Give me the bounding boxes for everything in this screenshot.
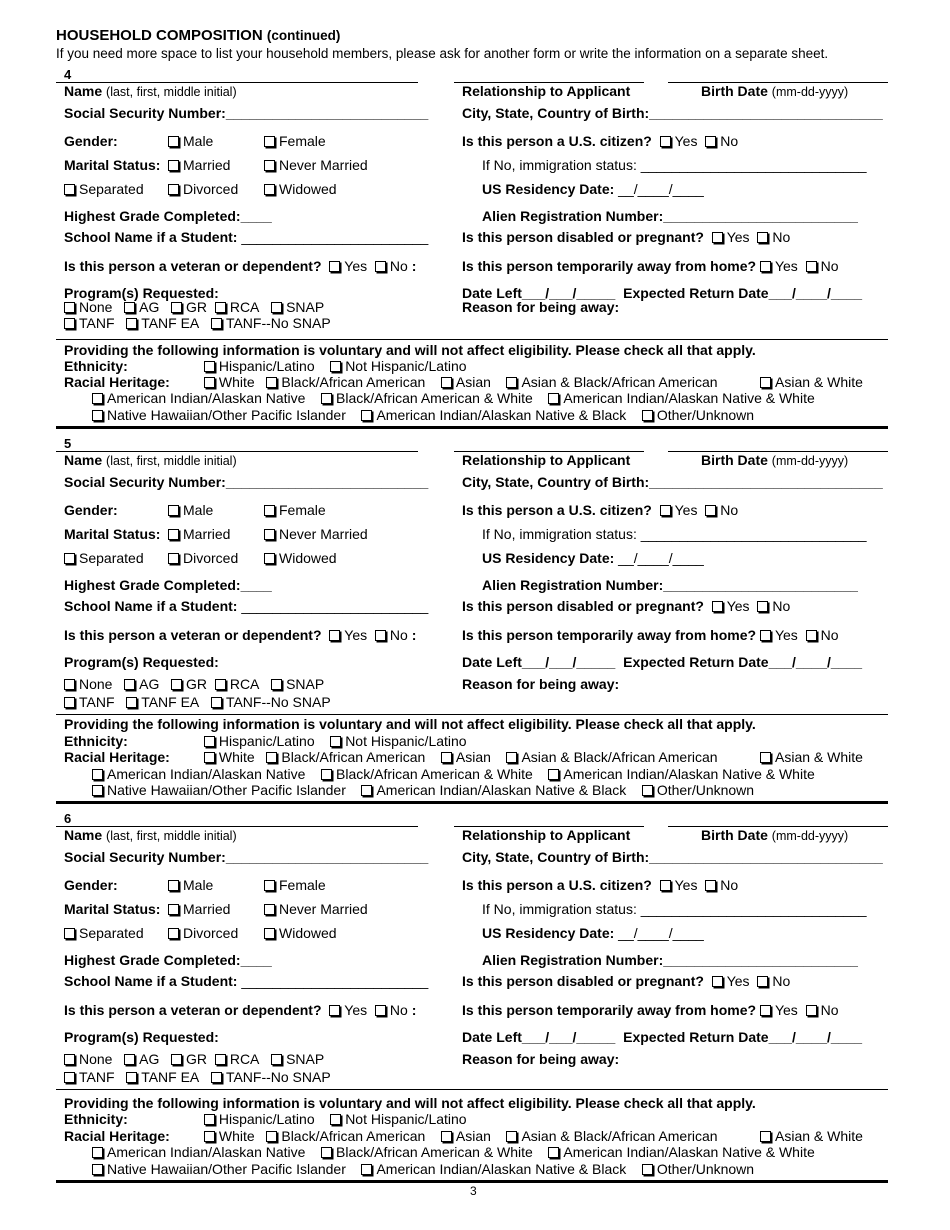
- programs-label: Program(s) Requested:: [64, 1029, 219, 1045]
- section-divider: [56, 801, 888, 804]
- gender-label: Gender:: [64, 877, 118, 893]
- immigration-status-field[interactable]: If No, immigration status: _____________________________: [482, 901, 867, 917]
- birth-date-field[interactable]: Birth Date (mm-dd-yyyy): [701, 827, 849, 843]
- marital-separated-checkbox[interactable]: Separated: [64, 550, 144, 566]
- voluntary-notice: Providing the following information is voluntary and will not affect eligibility. Please check all that apply.: [64, 342, 756, 358]
- veteran-no-checkbox[interactable]: No: [375, 627, 408, 643]
- program-none-checkbox[interactable]: None: [64, 1051, 112, 1067]
- marital-widowed-checkbox[interactable]: Widowed: [264, 181, 337, 197]
- relationship-field[interactable]: Relationship to Applicant: [462, 83, 631, 99]
- away-yes-checkbox[interactable]: Yes: [760, 1002, 798, 1018]
- citizen-no-checkbox[interactable]: No: [705, 877, 738, 893]
- ssn-field[interactable]: Social Security Number:__________________________: [64, 474, 429, 490]
- program-gr-checkbox[interactable]: GR: [171, 1051, 207, 1067]
- gender-male-checkbox[interactable]: Male: [168, 133, 213, 149]
- voluntary-notice: Providing the following information is voluntary and will not affect eligibility. Please check all that apply.: [64, 1095, 756, 1111]
- race-aian-checkbox[interactable]: American Indian/Alaskan Native: [92, 390, 305, 406]
- disabled-question: Is this person disabled or pregnant? Yes No: [462, 973, 791, 989]
- expected-return-field[interactable]: Expected Return Date___/____/____: [623, 1029, 863, 1045]
- race-nhpi-checkbox[interactable]: Native Hawaiian/Other Pacific Islander: [92, 782, 346, 798]
- city-of-birth-field[interactable]: City, State, Country of Birth:______________________________: [462, 849, 883, 865]
- marital-never-married-checkbox[interactable]: Never Married: [264, 157, 368, 173]
- us-residency-date-field[interactable]: US Residency Date: __/____/____: [482, 550, 704, 566]
- highest-grade-field[interactable]: Highest Grade Completed:____: [64, 208, 272, 224]
- disabled-no-checkbox[interactable]: No: [757, 229, 790, 245]
- programs-row-1: [64, 1051, 324, 1067]
- race-asian-checkbox[interactable]: Asian: [441, 1128, 491, 1144]
- programs-row-1: [64, 676, 324, 692]
- race-aian-black-checkbox[interactable]: American Indian/Alaskan Native & Black: [361, 1161, 626, 1177]
- race-white-checkbox[interactable]: White: [204, 1128, 255, 1144]
- voluntary-notice: Providing the following information is voluntary and will not affect eligibility. Please check all that apply.: [64, 716, 756, 732]
- ethnicity-hispanic-checkbox[interactable]: Hispanic/Latino: [204, 358, 315, 374]
- marital-widowed-checkbox[interactable]: Widowed: [264, 550, 337, 566]
- programs-label: Program(s) Requested:: [64, 654, 219, 670]
- citizen-yes-checkbox[interactable]: Yes: [660, 502, 698, 518]
- veteran-yes-checkbox[interactable]: Yes: [329, 1002, 367, 1018]
- citizen-question: Is this person a U.S. citizen? Yes No: [462, 133, 739, 149]
- gender-female-checkbox[interactable]: Female: [264, 877, 326, 893]
- away-question: Is this person temporarily away from home? Yes No: [462, 627, 839, 643]
- program-none-checkbox[interactable]: None: [64, 676, 112, 692]
- us-residency-date-field[interactable]: US Residency Date: __/____/____: [482, 925, 704, 941]
- citizen-question: Is this person a U.S. citizen? Yes No: [462, 502, 739, 518]
- ethnicity-not-hispanic-checkbox[interactable]: Not Hispanic/Latino: [330, 358, 466, 374]
- program-snap-checkbox[interactable]: SNAP: [271, 299, 324, 315]
- race-asian-black-checkbox[interactable]: Asian & Black/African American: [506, 1128, 717, 1144]
- veteran-yes-checkbox[interactable]: Yes: [329, 258, 367, 274]
- name-field[interactable]: Name (last, first, middle initial): [64, 827, 237, 843]
- race-aian-black-checkbox[interactable]: American Indian/Alaskan Native & Black: [361, 407, 626, 423]
- ethnicity-row: Ethnicity: Hispanic/Latino Not Hispanic/Latino: [64, 733, 467, 749]
- alien-registration-field[interactable]: Alien Registration Number:_________________________: [482, 952, 858, 968]
- race-asian-white-checkbox[interactable]: Asian & White: [760, 1128, 863, 1144]
- race-asian-checkbox[interactable]: Asian: [441, 749, 491, 765]
- racial-heritage-row-2: [92, 766, 815, 782]
- veteran-yes-checkbox[interactable]: Yes: [329, 627, 367, 643]
- marital-separated-checkbox[interactable]: Separated: [64, 181, 144, 197]
- program-tanf-ea-checkbox[interactable]: TANF EA: [126, 1069, 199, 1085]
- program-rca-checkbox[interactable]: RCA: [215, 1051, 260, 1067]
- school-name-field[interactable]: School Name if a Student: ________________________: [64, 598, 429, 614]
- marital-status-label: Marital Status:: [64, 157, 161, 173]
- veteran-question: Is this person a veteran or dependent? Yes No :: [64, 258, 417, 274]
- ssn-field[interactable]: Social Security Number:__________________________: [64, 849, 429, 865]
- program-rca-checkbox[interactable]: RCA: [215, 676, 260, 692]
- ethnicity-row: Ethnicity: Hispanic/Latino Not Hispanic/Latino: [64, 1111, 467, 1127]
- away-yes-checkbox[interactable]: Yes: [760, 627, 798, 643]
- racial-heritage-row-3: [92, 782, 754, 798]
- away-no-checkbox[interactable]: No: [806, 627, 839, 643]
- program-tanf-checkbox[interactable]: TANF: [64, 1069, 115, 1085]
- citizen-no-checkbox[interactable]: No: [705, 133, 738, 149]
- program-tanf-ea-checkbox[interactable]: TANF EA: [126, 694, 199, 710]
- race-other-checkbox[interactable]: Other/Unknown: [642, 782, 754, 798]
- race-white-checkbox[interactable]: White: [204, 749, 255, 765]
- birth-date-field[interactable]: Birth Date (mm-dd-yyyy): [701, 83, 849, 99]
- section-divider: [56, 1180, 888, 1183]
- divider: [56, 339, 888, 340]
- race-asian-checkbox[interactable]: Asian: [441, 374, 491, 390]
- disabled-yes-checkbox[interactable]: Yes: [712, 598, 750, 614]
- ethnicity-not-hispanic-checkbox[interactable]: Not Hispanic/Latino: [330, 733, 466, 749]
- immigration-status-field[interactable]: If No, immigration status: _____________________________: [482, 157, 867, 173]
- page-number: 3: [470, 1184, 477, 1198]
- race-asian-black-checkbox[interactable]: Asian & Black/African American: [506, 374, 717, 390]
- name-field[interactable]: Name (last, first, middle initial): [64, 83, 237, 99]
- program-tanf-checkbox[interactable]: TANF: [64, 315, 115, 331]
- race-black-checkbox[interactable]: Black/African American: [266, 1128, 425, 1144]
- us-residency-date-field[interactable]: US Residency Date: __/____/____: [482, 181, 704, 197]
- program-none-checkbox[interactable]: None: [64, 299, 112, 315]
- program-tanf-ea-checkbox[interactable]: TANF EA: [126, 315, 199, 331]
- race-black-checkbox[interactable]: Black/African American: [266, 374, 425, 390]
- away-no-checkbox[interactable]: No: [806, 1002, 839, 1018]
- race-aian-black-checkbox[interactable]: American Indian/Alaskan Native & Black: [361, 782, 626, 798]
- alien-registration-field[interactable]: Alien Registration Number:_________________________: [482, 208, 858, 224]
- member-number: 6: [64, 811, 72, 826]
- veteran-question: Is this person a veteran or dependent? Yes No :: [64, 627, 417, 643]
- race-other-checkbox[interactable]: Other/Unknown: [642, 1161, 754, 1177]
- relationship-field[interactable]: Relationship to Applicant: [462, 827, 631, 843]
- program-ag-checkbox[interactable]: AG: [124, 676, 159, 692]
- racial-heritage-row-3: [92, 1161, 754, 1177]
- race-asian-white-checkbox[interactable]: Asian & White: [760, 374, 863, 390]
- marital-status-label: Marital Status:: [64, 901, 161, 917]
- racial-heritage-row: Racial Heritage: White Black/African American Asian Asian & Black/African American: [64, 374, 718, 390]
- marital-married-checkbox[interactable]: Married: [168, 901, 230, 917]
- program-ag-checkbox[interactable]: AG: [124, 1051, 159, 1067]
- citizen-yes-checkbox[interactable]: Yes: [660, 877, 698, 893]
- relationship-field[interactable]: Relationship to Applicant: [462, 452, 631, 468]
- gender-label: Gender:: [64, 502, 118, 518]
- race-nhpi-checkbox[interactable]: Native Hawaiian/Other Pacific Islander: [92, 1161, 346, 1177]
- race-white-checkbox[interactable]: White: [204, 374, 255, 390]
- race-black-checkbox[interactable]: Black/African American: [266, 749, 425, 765]
- veteran-no-checkbox[interactable]: No: [375, 258, 408, 274]
- city-of-birth-field[interactable]: City, State, Country of Birth:______________________________: [462, 474, 883, 490]
- race-black-white-checkbox[interactable]: Black/African American & White: [321, 766, 533, 782]
- disabled-no-checkbox[interactable]: No: [757, 973, 790, 989]
- programs-row-2: [64, 694, 331, 710]
- program-tanf-no-snap-checkbox[interactable]: TANF--No SNAP: [211, 694, 331, 710]
- marital-separated-checkbox[interactable]: Separated: [64, 925, 144, 941]
- reason-away-field[interactable]: Reason for being away:: [462, 676, 620, 692]
- gender-label: Gender:: [64, 133, 118, 149]
- program-rca-checkbox[interactable]: RCA: [215, 299, 260, 315]
- race-aian-white-checkbox[interactable]: American Indian/Alaskan Native & White: [548, 1144, 814, 1160]
- programs-label: Program(s) Requested:: [64, 285, 219, 301]
- date-left-field[interactable]: Date Left___/___/_____ Expected Return Date___/____/____: [462, 285, 863, 301]
- program-ag-checkbox[interactable]: AG: [124, 299, 159, 315]
- divider: [56, 714, 888, 715]
- gender-female-checkbox[interactable]: Female: [264, 133, 326, 149]
- section-divider: [56, 426, 888, 429]
- race-black-white-checkbox[interactable]: Black/African American & White: [321, 390, 533, 406]
- expected-return-field[interactable]: Expected Return Date___/____/____: [623, 285, 863, 301]
- gender-male-checkbox[interactable]: Male: [168, 877, 213, 893]
- ethnicity-hispanic-checkbox[interactable]: Hispanic/Latino: [204, 733, 315, 749]
- ethnicity-row: Ethnicity: Hispanic/Latino Not Hispanic/Latino: [64, 358, 467, 374]
- divider: [56, 1089, 888, 1090]
- marital-never-married-checkbox[interactable]: Never Married: [264, 526, 368, 542]
- name-field[interactable]: Name (last, first, middle initial): [64, 452, 237, 468]
- citizen-question: Is this person a U.S. citizen? Yes No: [462, 877, 739, 893]
- marital-married-checkbox[interactable]: Married: [168, 157, 230, 173]
- school-name-field[interactable]: School Name if a Student: ________________________: [64, 229, 429, 245]
- program-gr-checkbox[interactable]: GR: [171, 676, 207, 692]
- veteran-question: Is this person a veteran or dependent? Yes No :: [64, 1002, 417, 1018]
- member-number: 4: [64, 67, 72, 82]
- race-other-checkbox[interactable]: Other/Unknown: [642, 407, 754, 423]
- racial-heritage-row-3: [92, 407, 754, 423]
- racial-heritage-row-2: [92, 1144, 815, 1160]
- programs-row-2: [64, 1069, 331, 1085]
- city-of-birth-field[interactable]: City, State, Country of Birth:______________________________: [462, 105, 883, 121]
- marital-status-label: Marital Status:: [64, 526, 161, 542]
- program-snap-checkbox[interactable]: SNAP: [271, 1051, 324, 1067]
- programs-row-2: [64, 315, 331, 331]
- race-nhpi-checkbox[interactable]: Native Hawaiian/Other Pacific Islander: [92, 407, 346, 423]
- alien-registration-field[interactable]: Alien Registration Number:_________________________: [482, 577, 858, 593]
- reason-away-field[interactable]: Reason for being away:: [462, 1051, 620, 1067]
- highest-grade-field[interactable]: Highest Grade Completed:____: [64, 952, 272, 968]
- ethnicity-hispanic-checkbox[interactable]: Hispanic/Latino: [204, 1111, 315, 1127]
- away-question: Is this person temporarily away from home? Yes No: [462, 258, 839, 274]
- program-tanf-no-snap-checkbox[interactable]: TANF--No SNAP: [211, 1069, 331, 1085]
- racial-heritage-row: Racial Heritage: White Black/African American Asian Asian & Black/African American: [64, 749, 718, 765]
- race-aian-white-checkbox[interactable]: American Indian/Alaskan Native & White: [548, 766, 814, 782]
- disabled-yes-checkbox[interactable]: Yes: [712, 973, 750, 989]
- marital-widowed-checkbox[interactable]: Widowed: [264, 925, 337, 941]
- race-asian-white-checkbox[interactable]: Asian & White: [760, 749, 863, 765]
- disabled-question: Is this person disabled or pregnant? Yes No: [462, 229, 791, 245]
- date-left-field[interactable]: Date Left___/___/_____ Expected Return Date___/____/____: [462, 654, 863, 670]
- race-black-white-checkbox[interactable]: Black/African American & White: [321, 1144, 533, 1160]
- disabled-no-checkbox[interactable]: No: [757, 598, 790, 614]
- away-yes-checkbox[interactable]: Yes: [760, 258, 798, 274]
- page-intro: If you need more space to list your household members, please ask for another form or write the information on a separate sheet.: [56, 46, 829, 61]
- program-gr-checkbox[interactable]: GR: [171, 299, 207, 315]
- marital-married-checkbox[interactable]: Married: [168, 526, 230, 542]
- disabled-yes-checkbox[interactable]: Yes: [712, 229, 750, 245]
- race-aian-checkbox[interactable]: American Indian/Alaskan Native: [92, 766, 305, 782]
- marital-divorced-checkbox[interactable]: Divorced: [168, 181, 238, 197]
- race-asian-black-checkbox[interactable]: Asian & Black/African American: [506, 749, 717, 765]
- racial-heritage-row-2: [92, 390, 815, 406]
- citizen-yes-checkbox[interactable]: Yes: [660, 133, 698, 149]
- gender-male-checkbox[interactable]: Male: [168, 502, 213, 518]
- program-tanf-checkbox[interactable]: TANF: [64, 694, 115, 710]
- page-title: HOUSEHOLD COMPOSITION (continued): [56, 27, 341, 44]
- marital-never-married-checkbox[interactable]: Never Married: [264, 901, 368, 917]
- member-number: 5: [64, 436, 72, 451]
- immigration-status-field[interactable]: If No, immigration status: _____________________________: [482, 526, 867, 542]
- veteran-no-checkbox[interactable]: No: [375, 1002, 408, 1018]
- marital-divorced-checkbox[interactable]: Divorced: [168, 550, 238, 566]
- disabled-question: Is this person disabled or pregnant? Yes No: [462, 598, 791, 614]
- citizen-no-checkbox[interactable]: No: [705, 502, 738, 518]
- race-aian-white-checkbox[interactable]: American Indian/Alaskan Native & White: [548, 390, 814, 406]
- ethnicity-not-hispanic-checkbox[interactable]: Not Hispanic/Latino: [330, 1111, 466, 1127]
- programs-row-1: [64, 299, 324, 315]
- birth-date-field[interactable]: Birth Date (mm-dd-yyyy): [701, 452, 849, 468]
- reason-away-field[interactable]: Reason for being away:: [462, 299, 620, 315]
- date-left-field[interactable]: Date Left___/___/_____ Expected Return Date___/____/____: [462, 1029, 863, 1045]
- race-aian-checkbox[interactable]: American Indian/Alaskan Native: [92, 1144, 305, 1160]
- expected-return-field[interactable]: Expected Return Date___/____/____: [623, 654, 863, 670]
- school-name-field[interactable]: School Name if a Student: ________________________: [64, 973, 429, 989]
- highest-grade-field[interactable]: Highest Grade Completed:____: [64, 577, 272, 593]
- ssn-field[interactable]: Social Security Number:__________________________: [64, 105, 429, 121]
- away-no-checkbox[interactable]: No: [806, 258, 839, 274]
- program-snap-checkbox[interactable]: SNAP: [271, 676, 324, 692]
- racial-heritage-row: Racial Heritage: White Black/African American Asian Asian & Black/African American: [64, 1128, 718, 1144]
- gender-female-checkbox[interactable]: Female: [264, 502, 326, 518]
- program-tanf-no-snap-checkbox[interactable]: TANF--No SNAP: [211, 315, 331, 331]
- marital-divorced-checkbox[interactable]: Divorced: [168, 925, 238, 941]
- away-question: Is this person temporarily away from home? Yes No: [462, 1002, 839, 1018]
